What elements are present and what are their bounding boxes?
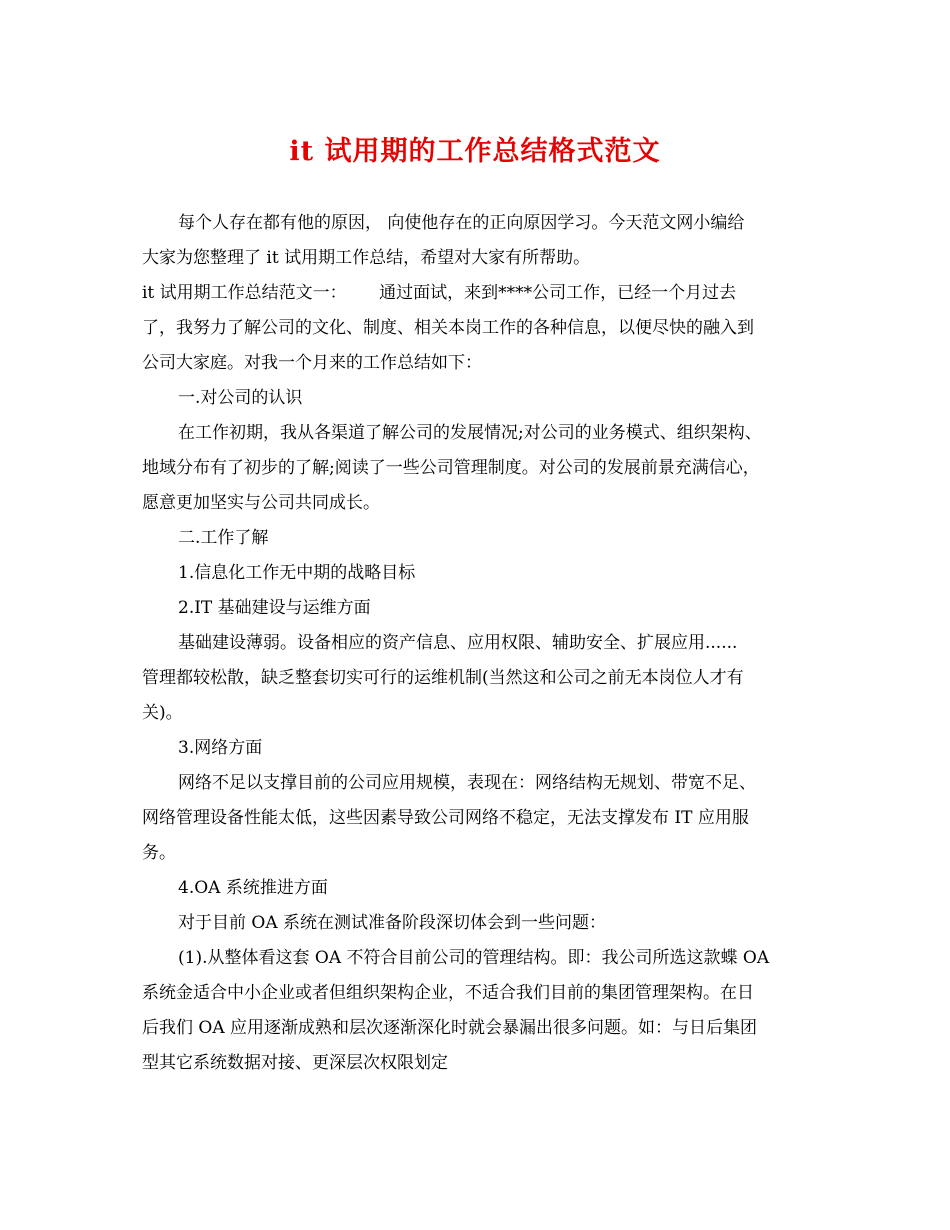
body-line: it 试用期工作总结范文一： 通过面试，来到****公司工作，已经一个月过去 [142, 283, 737, 303]
body-line: 愿意更加坚实与公司共同成长。 [142, 493, 380, 513]
list-item: 3.网络方面 [178, 738, 263, 758]
body-line: 基础建设薄弱。设备相应的资产信息、应用权限、辅助安全、扩展应用...... [178, 633, 738, 653]
section-heading: 二.工作了解 [178, 528, 269, 548]
body-line: 地域分布有了初步的了解;阅读了一些公司管理制度。对公司的发展前景充满信心， [142, 458, 760, 478]
body-line: 公司大家庭。对我一个月来的工作总结如下： [142, 353, 482, 373]
body-line: (1).从整体看这套 OA 不符合目前公司的管理结构。即：我公司所选这款蝶 OA [178, 948, 770, 968]
body-line: 管理都较松散，缺乏整套切实可行的运维机制(当然这和公司之前无本岗位人才有 [142, 668, 744, 688]
body-line: 在工作初期，我从各渠道了解公司的发展情况;对公司的业务模式、组织架构、 [178, 423, 762, 443]
document-title: it 试用期的工作总结格式范文 [289, 136, 661, 167]
body-line: 网络不足以支撑目前的公司应用规模，表现在：网络结构无规划、带宽不足、 [178, 773, 756, 793]
list-item: 2.IT 基础建设与运维方面 [178, 598, 371, 618]
body-line: 关)。 [142, 703, 183, 723]
body-line: 每个人存在都有他的原因， 向使他存在的正向原因学习。今天范文网小编给 [178, 213, 745, 233]
body-line: 大家为您整理了 it 试用期工作总结，希望对大家有所帮助。 [142, 248, 591, 268]
body-line: 型其它系统数据对接、更深层次权限划定 [142, 1053, 448, 1073]
body-line: 了，我努力了解公司的文化、制度、相关本岗工作的各种信息，以便尽快的融入到 [142, 318, 754, 338]
body-line: 网络管理设备性能太低，这些因素导致公司网络不稳定，无法支撑发布 IT 应用服 [142, 808, 749, 828]
body-line: 务。 [142, 843, 176, 863]
list-item: 1.信息化工作无中期的战略目标 [178, 563, 416, 583]
document-body [142, 206, 814, 1081]
body-line: 后我们 OA 应用逐渐成熟和层次逐渐深化时就会暴漏出很多问题。如：与日后集团 [142, 1018, 758, 1038]
body-line: 对于目前 OA 系统在测试准备阶段深切体会到一些问题： [178, 913, 607, 933]
list-item: 4.OA 系统推进方面 [178, 878, 328, 898]
body-line: 系统金适合中小企业或者但组织架构企业，不适合我们目前的集团管理架构。在日 [142, 983, 754, 1003]
section-heading: 一.对公司的认识 [178, 388, 303, 408]
